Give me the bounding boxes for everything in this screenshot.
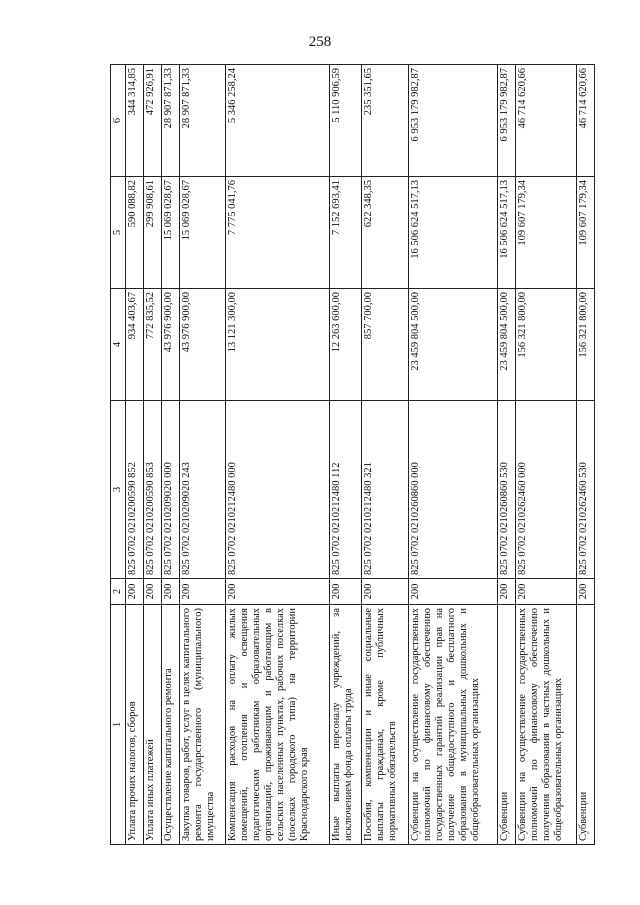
row-value-4: 12 263 600,00 <box>330 289 362 401</box>
row-value-6: 46 714 620,66 <box>577 65 595 177</box>
row-value-4: 857 700,00 <box>362 289 409 401</box>
row-name: Субвенции <box>577 605 595 845</box>
row-value-5: 15 069 028,67 <box>161 177 179 289</box>
row-value-4: 43 976 900,00 <box>161 289 179 401</box>
row-value-5: 622 348,35 <box>362 177 409 289</box>
row-value-5: 7 152 693,41 <box>330 177 362 289</box>
row-value-4: 772 835,52 <box>143 289 161 401</box>
row-kbk: 825 0702 0210262460 530 <box>577 401 595 579</box>
row-name: Субвенции на осуществление государственных полномочий по финансовому обеспечению получения образования в частных дошкольных и общеобразовательных организациях <box>516 605 577 845</box>
table-row <box>408 65 498 845</box>
row-code: 200 <box>362 579 409 605</box>
row-value-5: 590 088,82 <box>126 177 144 289</box>
row-kbk: 825 0702 0210209020 000 <box>161 401 179 579</box>
row-name: Закупка товаров, работ, услуг в целях капитального ремонта государственного (муниципального) имущества <box>179 605 226 845</box>
row-code: 200 <box>498 579 516 605</box>
row-code: 200 <box>577 579 595 605</box>
header-col-4: 4 <box>111 289 126 401</box>
table-row <box>179 65 226 845</box>
row-kbk: 825 0702 0210200590 852 <box>126 401 144 579</box>
table-row <box>516 65 577 845</box>
table-row <box>143 65 161 845</box>
row-value-5: 109 607 179,34 <box>577 177 595 289</box>
row-name: Пособия, компенсации и иные социальные выплаты гражданам, кроме публичных нормативных обязательств <box>362 605 409 845</box>
row-value-5: 15 069 028,67 <box>179 177 226 289</box>
row-value-5: 16 506 624 517,13 <box>408 177 498 289</box>
row-kbk: 825 0702 0210260860 000 <box>408 401 498 579</box>
row-value-6: 5 110 906,59 <box>330 65 362 177</box>
row-code: 200 <box>226 579 330 605</box>
header-col-6: 6 <box>111 65 126 177</box>
row-name: Уплата иных платежей <box>143 605 161 845</box>
table-row <box>330 65 362 845</box>
header-col-3: 3 <box>111 401 126 579</box>
row-kbk: 825 0702 0210212480 321 <box>362 401 409 579</box>
row-kbk: 825 0702 0210260860 530 <box>498 401 516 579</box>
row-name: Компенсация расходов на оплату жилых помещений, отопления и освещения педагогическим работникам образовательных организаций, проживающим и работающим в сельских населенных пунктах, рабочих поселках (поселках городского типа) на территории Краснодарского края <box>226 605 330 845</box>
row-code: 200 <box>143 579 161 605</box>
row-value-5: 7 775 041,76 <box>226 177 330 289</box>
row-value-4: 156 321 800,00 <box>577 289 595 401</box>
row-value-6: 344 314,85 <box>126 65 144 177</box>
row-value-5: 299 908,61 <box>143 177 161 289</box>
row-value-6: 472 926,91 <box>143 65 161 177</box>
row-value-6: 5 346 258,24 <box>226 65 330 177</box>
row-value-4: 23 459 804 500,00 <box>498 289 516 401</box>
row-value-4: 934 403,67 <box>126 289 144 401</box>
row-value-6: 6 953 179 982,87 <box>498 65 516 177</box>
row-code: 200 <box>408 579 498 605</box>
table-row <box>126 65 144 845</box>
row-kbk: 825 0702 0210212480 112 <box>330 401 362 579</box>
row-name: Уплата прочих налогов, сборов <box>126 605 144 845</box>
row-value-5: 109 607 179,34 <box>516 177 577 289</box>
row-kbk: 825 0702 0210262460 000 <box>516 401 577 579</box>
row-name: Иные выплаты персоналу учреждений, за исключением фонда оплаты труда <box>330 605 362 845</box>
row-kbk: 825 0702 0210212480 000 <box>226 401 330 579</box>
row-name: Субвенции <box>498 605 516 845</box>
table-row <box>226 65 330 845</box>
row-value-4: 156 321 800,00 <box>516 289 577 401</box>
header-col-5: 5 <box>111 177 126 289</box>
row-value-4: 13 121 300,00 <box>226 289 330 401</box>
header-row <box>111 65 126 845</box>
row-code: 200 <box>330 579 362 605</box>
row-kbk: 825 0702 0210200590 853 <box>143 401 161 579</box>
table-row <box>577 65 595 845</box>
rotated-table-container <box>110 65 595 845</box>
row-name: Субвенции на осуществление государственных полномочий по финансовому обеспечению государственных гарантий реализации прав на получение общедоступного и бесплатного образования в муниципальных дошкольных и общеобразовательных организациях <box>408 605 498 845</box>
table-row <box>498 65 516 845</box>
row-value-5: 16 506 624 517,13 <box>498 177 516 289</box>
row-name: Осуществление капитального ремонта <box>161 605 179 845</box>
row-code: 200 <box>179 579 226 605</box>
budget-table <box>110 64 595 845</box>
row-value-6: 28 907 871,33 <box>161 65 179 177</box>
row-code: 200 <box>516 579 577 605</box>
row-code: 200 <box>161 579 179 605</box>
row-value-6: 6 953 179 982,87 <box>408 65 498 177</box>
row-value-6: 235 351,65 <box>362 65 409 177</box>
header-col-2: 2 <box>111 579 126 605</box>
page-number: 258 <box>308 34 332 50</box>
row-value-6: 28 907 871,33 <box>179 65 226 177</box>
row-kbk: 825 0702 0210209020 243 <box>179 401 226 579</box>
header-col-1: 1 <box>111 605 126 845</box>
row-value-4: 23 459 804 500,00 <box>408 289 498 401</box>
table-row <box>161 65 179 845</box>
row-code: 200 <box>126 579 144 605</box>
table-row <box>362 65 409 845</box>
row-value-6: 46 714 620,66 <box>516 65 577 177</box>
row-value-4: 43 976 900,00 <box>179 289 226 401</box>
